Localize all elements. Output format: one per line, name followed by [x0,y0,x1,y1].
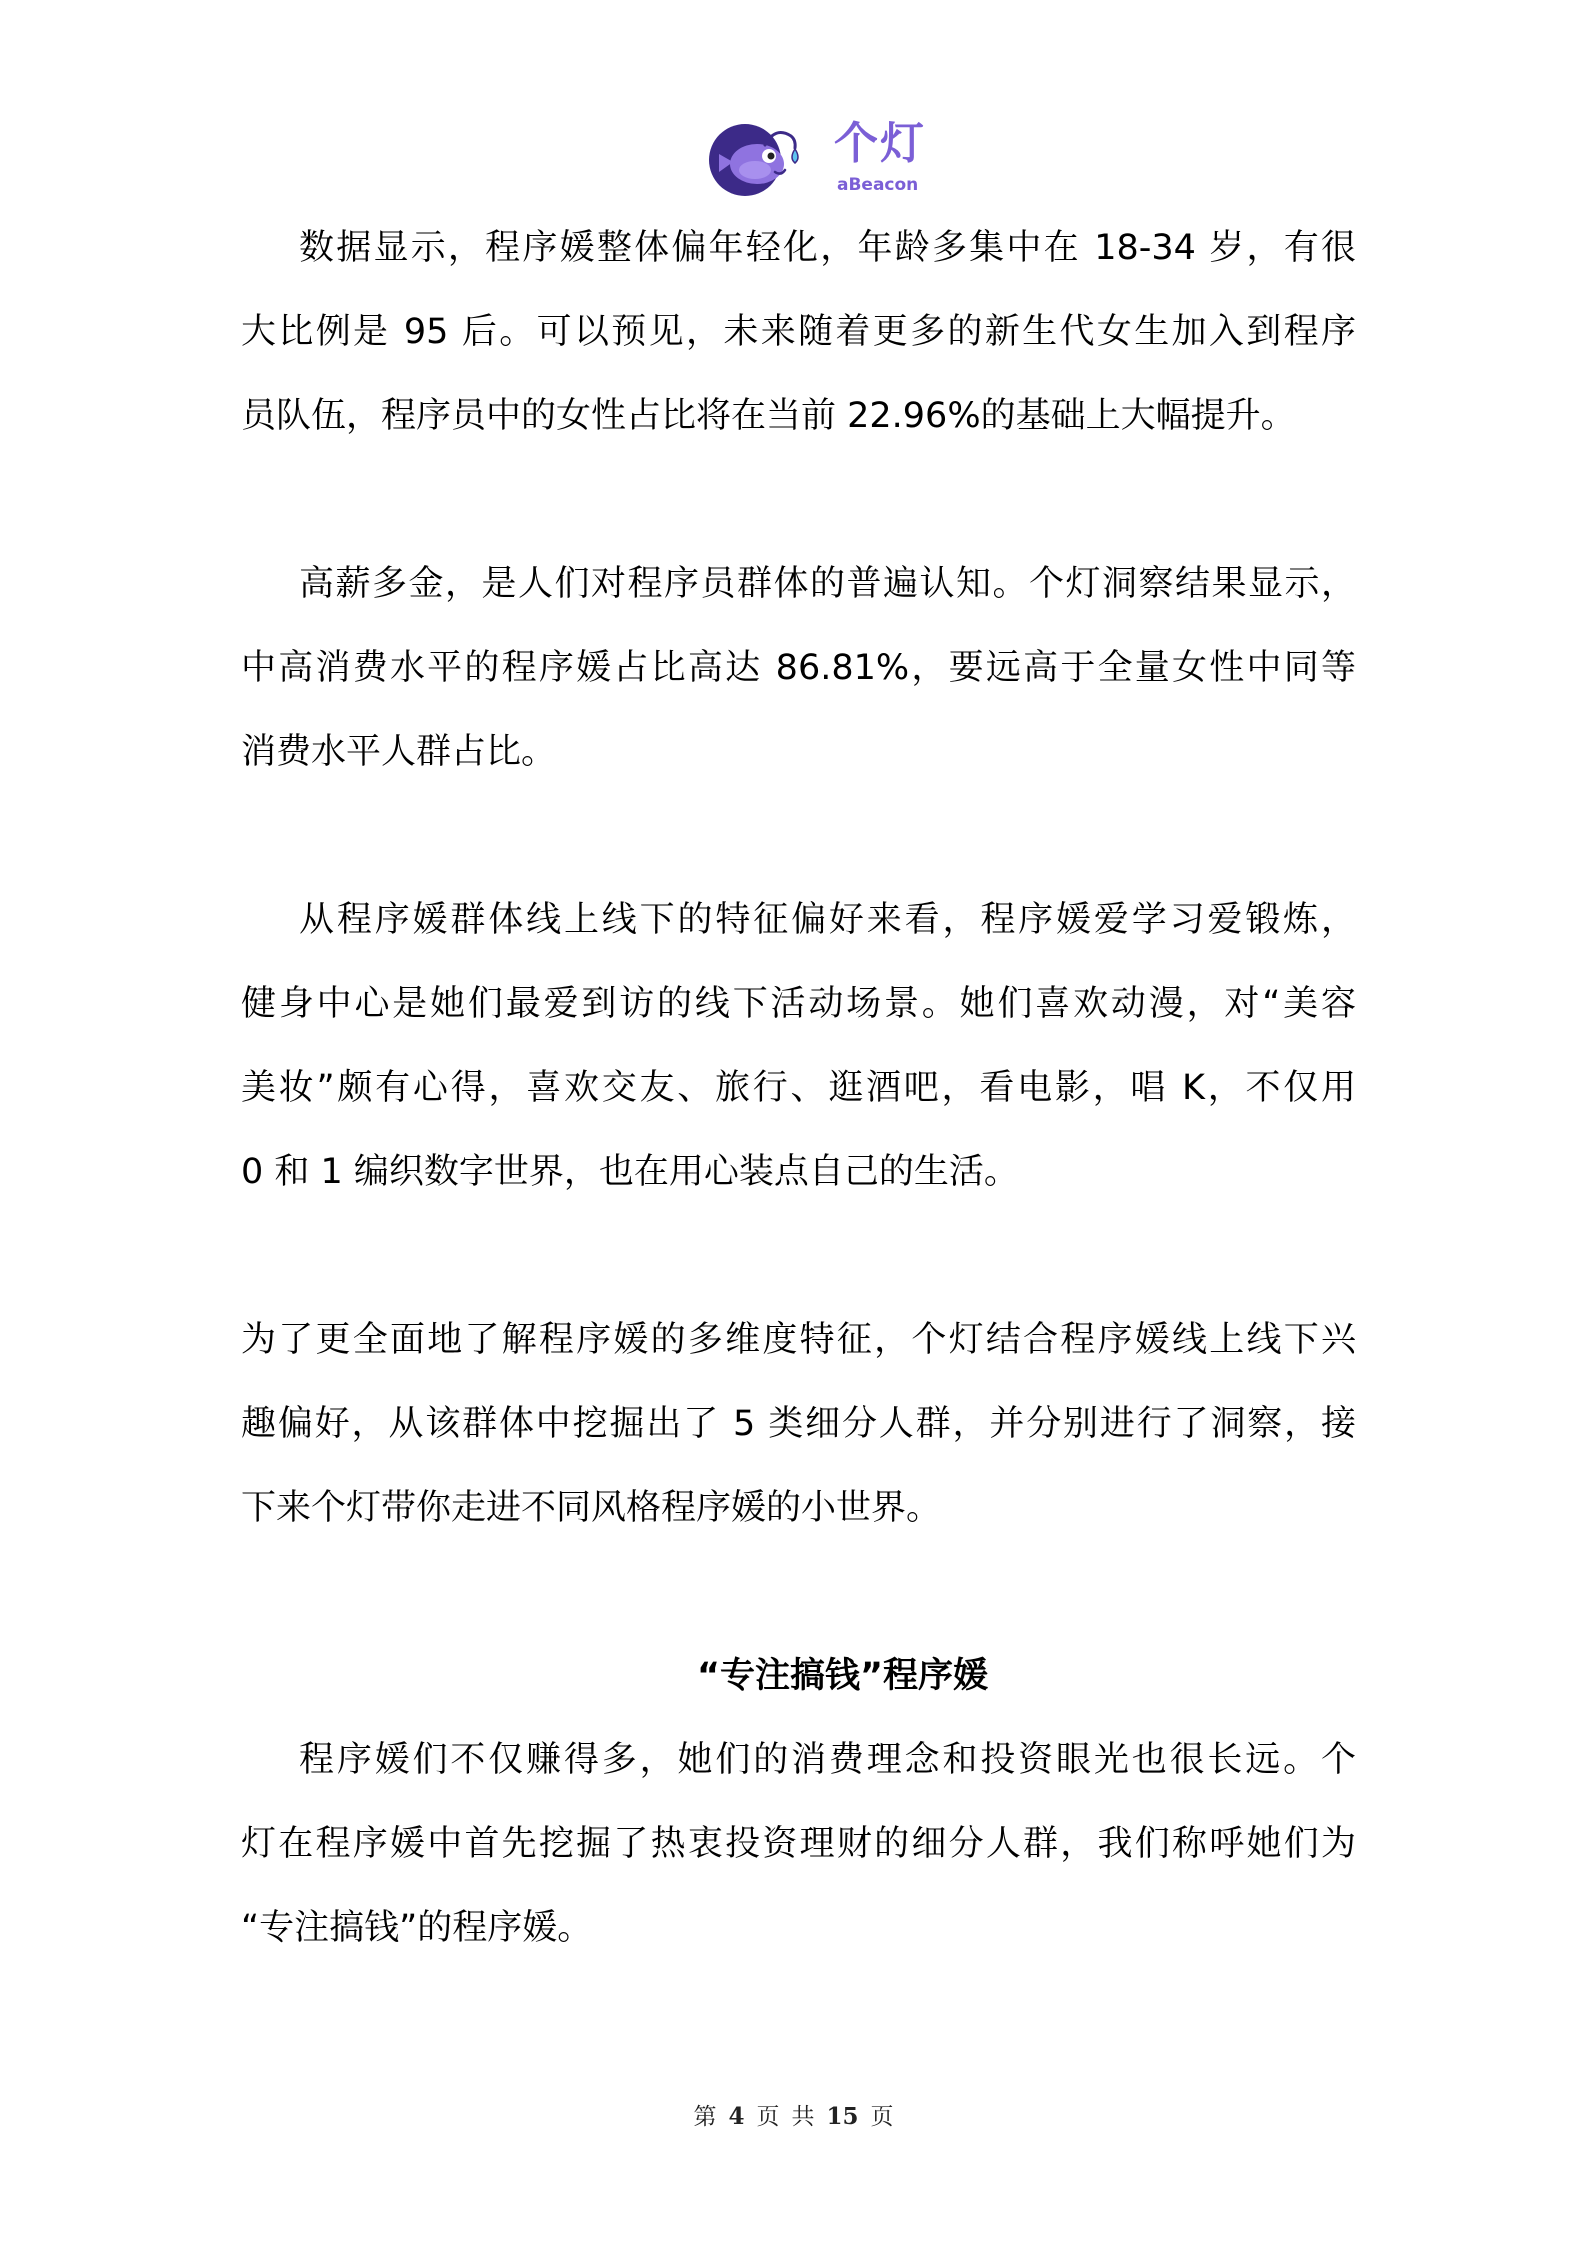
anglerfish-logo-icon [705,116,807,200]
paragraph-line: 灯在程序媛中首先挖掘了热衷投资理财的细分人群，我们称呼她们为 [241,1824,1356,1864]
paragraph-1 [241,206,1356,458]
paragraph-line: 0 和 1 编织数字世界，也在用心装点自己的生活。 [241,1152,1019,1192]
document-body [241,206,1356,2054]
paragraph-5 [241,1718,1356,1970]
paragraph-line: “专注搞钱”的程序媛。 [241,1908,593,1948]
paragraph-2 [241,542,1356,794]
page-footer [0,2100,1587,2134]
paragraph-line: 从程序媛群体线上线下的特征偏好来看，程序媛爱学习爱锻炼， [299,900,1356,940]
paragraph-line: 消费水平人群占比。 [241,732,557,772]
paragraph-line: 下来个灯带你走进不同风格程序媛的小世界。 [241,1488,942,1528]
paragraph-line: 为了更全面地了解程序媛的多维度特征，个灯结合程序媛线上线下兴 [241,1320,1356,1360]
footer-total-suffix: 页 [870,2104,894,2130]
logo-name-en: aBeacon [837,175,919,195]
paragraph-3 [241,878,1356,1214]
paragraph-4 [241,1298,1356,1550]
footer-page-prefix: 第 [693,2104,717,2130]
logo-name-cn: 个灯 [834,118,926,169]
paragraph-line: 健身中心是她们最爱到访的线下活动场景。她们喜欢动漫，对“美容 [241,984,1356,1024]
paragraph-line: 程序媛们不仅赚得多，她们的消费理念和投资眼光也很长远。个 [299,1740,1356,1780]
paragraph-line: 美妆”颇有心得，喜欢交友、旅行、逛酒吧，看电影，唱 K，不仅用 [241,1068,1356,1108]
paragraph-line: 大比例是 95 后。可以预见，未来随着更多的新生代女生加入到程序 [241,312,1356,352]
footer-page-suffix: 页 [756,2104,780,2130]
footer-total-prefix: 共 [791,2104,815,2130]
footer-total-pages: 15 [826,2103,859,2130]
footer-page-number: 4 [728,2103,745,2130]
paragraph-line: 趣偏好，从该群体中挖掘出了 5 类细分人群，并分别进行了洞察，接 [241,1404,1356,1444]
paragraph-line: 高薪多金，是人们对程序员群体的普遍认知。个灯洞察结果显示， [299,564,1356,604]
paragraph-line: 员队伍，程序员中的女性占比将在当前 22.96%的基础上大幅提升。 [241,396,1296,436]
brand-logo [705,116,945,206]
section-heading: “专注搞钱”程序媛 [696,1656,988,1696]
paragraph-line: 数据显示，程序媛整体偏年轻化，年龄多集中在 18-34 岁，有很 [299,228,1356,268]
paragraph-line: 中高消费水平的程序媛占比高达 86.81%，要远高于全量女性中同等 [241,648,1356,688]
